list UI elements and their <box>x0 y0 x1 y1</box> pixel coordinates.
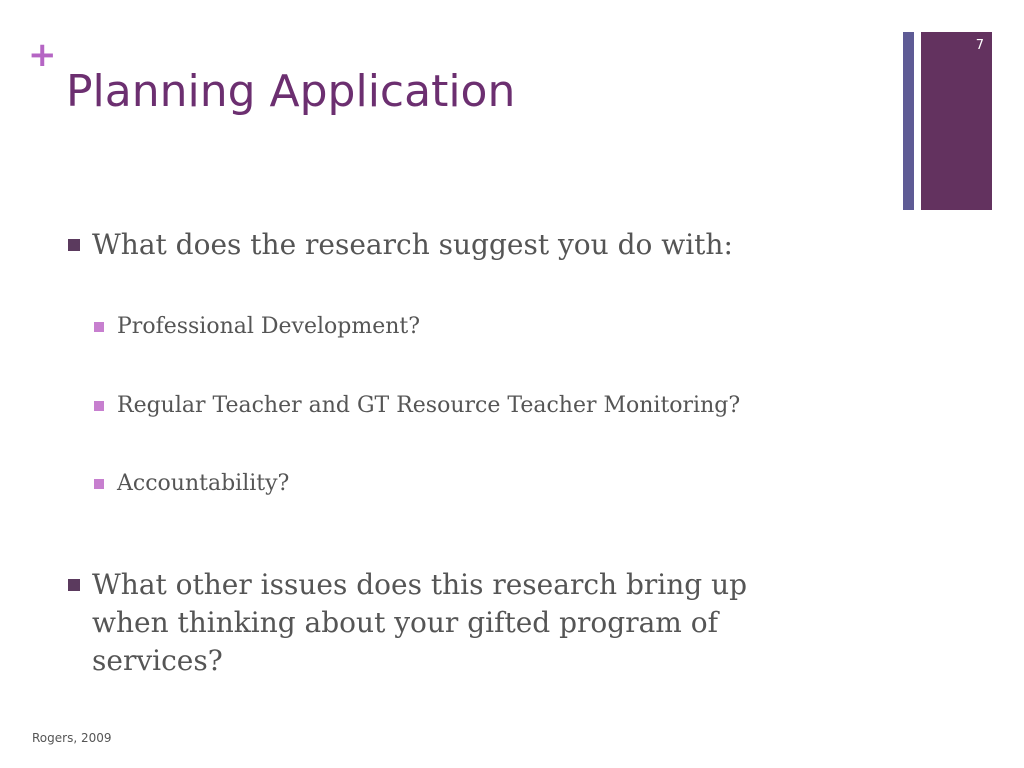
square-bullet-icon <box>68 239 80 251</box>
sub-bullet-text: Accountability? <box>117 471 290 496</box>
accent-bar-wide <box>921 32 992 210</box>
bullet-item-research-suggest <box>68 226 828 264</box>
slide-number: 7 <box>975 38 984 53</box>
accent-bar-thin <box>903 32 914 210</box>
sub-bullet-professional-development <box>94 313 874 341</box>
plus-icon: + <box>28 35 57 75</box>
footer-citation: Rogers, 2009 <box>32 731 112 745</box>
sub-bullet-accountability <box>94 470 874 498</box>
slide-title: Planning Application <box>66 66 516 117</box>
sub-bullet-text: Professional Development? <box>117 314 421 339</box>
sub-bullet-text: Regular Teacher and GT Resource Teacher Monitoring? <box>117 393 741 418</box>
square-bullet-icon <box>94 479 104 489</box>
bullet-text: What does the research suggest you do with: <box>92 228 733 261</box>
square-bullet-icon <box>94 322 104 332</box>
square-bullet-icon <box>94 401 104 411</box>
bullet-item-other-issues <box>68 566 828 680</box>
bullet-text: What other issues does this research bring up when thinking about your gifted program of services? <box>92 568 748 677</box>
square-bullet-icon <box>68 579 80 591</box>
sub-bullet-teacher-monitoring <box>94 392 874 420</box>
